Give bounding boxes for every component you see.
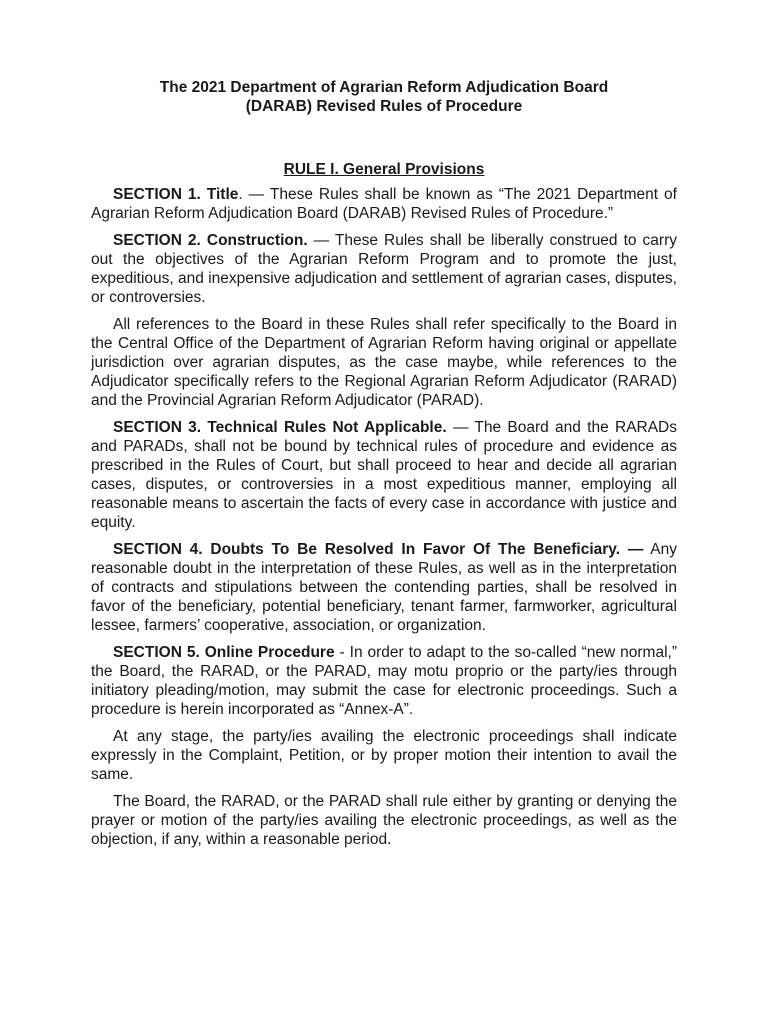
section-4-paragraph	[91, 540, 677, 635]
section-1-text: . — These Rules shall be known as “The 2021 Department of Agrarian Reform Adjudication Board (DARAB) Revised Rules of Procedure.”	[91, 186, 677, 222]
section-5-ruling-paragraph	[91, 792, 677, 849]
section-5-paragraph	[91, 643, 677, 719]
title-line-2: (DARAB) Revised Rules of Procedure	[245, 98, 523, 115]
section-5-heading: SECTION 5. Online Procedure	[113, 644, 335, 661]
document-page	[91, 78, 677, 857]
section-5-stage-text: At any stage, the party/ies availing the electronic proceedings shall indicate expressly in the Complaint, Petition, or by proper motion their intention to avail the same.	[91, 728, 677, 783]
section-5-text: - In order to adapt to the so-called “new normal,” the Board, the RARAD, or the PARAD, may motu proprio or the party/ies through initiatory pleading/motion, may submit the case for electronic proceedings. Such a procedure is herein incorporated as “Annex-A”.	[91, 644, 678, 718]
section-5-stage-paragraph	[91, 727, 677, 784]
section-4-text: Any reasonable doubt in the interpretation of these Rules, as well as in the interpretation of contracts and stipulations between the contending parties, shall be resolved in favor of the beneficiary, potential beneficiary, tenant farmer, farmworker, agricultural lessee, farmers’ cooperative, association, or organization.	[91, 541, 677, 634]
section-5-ruling-text: The Board, the RARAD, or the PARAD shall rule either by granting or denying the prayer or motion of the party/ies availing the electronic proceedings, as well as the objection, if any, within a reasonable period.	[91, 793, 677, 848]
section-2-paragraph	[91, 231, 677, 307]
section-2-references-paragraph	[91, 315, 677, 410]
section-3-paragraph	[91, 418, 677, 532]
document-title	[91, 78, 677, 116]
section-3-heading: SECTION 3. Technical Rules Not Applicable.	[113, 419, 447, 436]
section-3-text: — The Board and the RARADs and PARADs, shall not be bound by technical rules of procedure and evidence as prescribed in the Rules of Court, but shall proceed to hear and decide all agrarian cases, disputes, or controversies in a most expeditious manner, employing all reasonable means to ascertain the facts of every case in accordance with justice and equity.	[91, 419, 678, 531]
section-2-heading: SECTION 2. Construction.	[113, 232, 308, 249]
section-4-heading: SECTION 4. Doubts To Be Resolved In Favor Of The Beneficiary. —	[113, 541, 644, 558]
section-2-text: — These Rules shall be liberally construed to carry out the objectives of the Agrarian Reform Program and to promote the just, expeditious, and inexpensive adjudication and settlement of agrarian cases, disputes, or controversies.	[91, 232, 677, 306]
rule-heading: RULE I. General Provisions	[283, 161, 485, 178]
section-1-heading: SECTION 1. Title	[113, 186, 239, 203]
section-2-references-text: All references to the Board in these Rules shall refer specifically to the Board in the Central Office of the Department of Agrarian Reform having original or appellate jurisdiction over agrarian disputes, as the case maybe, while references to the Adjudicator specifically refers to the Regional Agrarian Reform Adjudicator (RARAD) and the Provincial Agrarian Reform Adjudicator (PARAD).	[91, 316, 677, 409]
title-line-1: The 2021 Department of Agrarian Reform Adjudication Board	[159, 79, 609, 96]
section-1-paragraph	[91, 185, 677, 223]
